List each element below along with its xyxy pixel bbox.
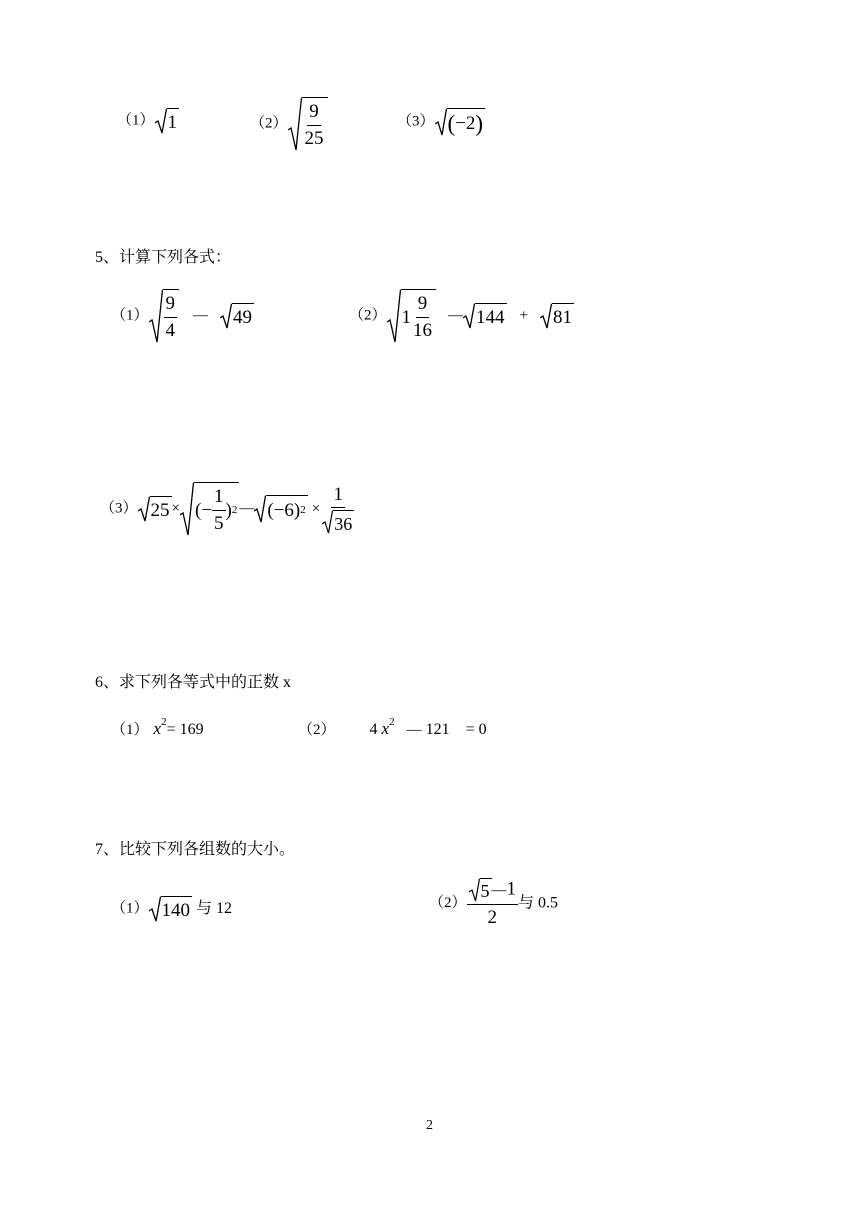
close-paren: ) <box>225 500 232 521</box>
sqrt-expression <box>149 289 180 343</box>
negative-sign: − <box>201 500 213 521</box>
comparison-text: 与 0.5 <box>518 894 559 912</box>
radicand <box>266 495 307 523</box>
q7-item1 <box>111 896 232 922</box>
radical-sign-icon <box>138 496 150 522</box>
constant: 121 <box>425 721 450 738</box>
item-label: （1） <box>117 112 155 129</box>
radicand: 1 <box>167 108 180 134</box>
question-7-heading: 7、比较下列各组数的大小。 <box>95 841 296 858</box>
comparison-text: 与 12 <box>196 900 233 917</box>
fraction <box>467 878 519 929</box>
fraction <box>303 101 326 150</box>
radicand: 5 <box>480 878 492 902</box>
times-sign: × <box>171 500 180 517</box>
minus-sign: — <box>491 882 507 899</box>
item-label: （1） <box>111 307 149 324</box>
radical-sign-icon <box>469 878 480 902</box>
radical-sign-icon <box>254 495 266 523</box>
item-label: （2） <box>429 894 467 911</box>
plus-sign: + <box>519 307 528 324</box>
item-label: （3） <box>397 113 435 130</box>
sqrt-expression <box>387 289 437 343</box>
sqrt-expression <box>288 97 328 151</box>
radical-sign-icon <box>322 510 333 534</box>
fraction-denominator: 4 <box>165 320 176 341</box>
row1-item1 <box>117 108 179 134</box>
exponent: 2 <box>231 504 238 516</box>
minus-sign: — <box>448 307 464 324</box>
item-label: （2） <box>349 307 387 324</box>
radical-sign-icon <box>463 303 475 329</box>
fraction-denominator: 2 <box>487 907 498 928</box>
minus-sign: — <box>193 307 209 324</box>
sqrt-expression <box>435 108 486 136</box>
radicand <box>302 97 328 151</box>
times-sign: × <box>311 500 321 517</box>
minus-sign: — <box>239 500 255 517</box>
open-paren: ( <box>194 500 202 521</box>
radical-sign-icon <box>149 896 161 922</box>
fraction-numerator: 1 <box>212 486 226 511</box>
sqrt-expression <box>155 108 180 134</box>
variable-x: x <box>153 719 162 738</box>
q6-item1 <box>111 717 204 738</box>
radical-sign-icon <box>435 108 447 136</box>
sqrt-expression <box>138 496 172 522</box>
exponent: 2 <box>300 504 306 516</box>
radicand-value: (−6) <box>267 500 301 521</box>
radicand <box>401 289 437 343</box>
row1-item3 <box>397 108 485 136</box>
radical-sign-icon <box>149 289 163 343</box>
question-6-heading: 6、求下列各等式中的正数 x <box>95 674 292 691</box>
fraction-numerator: 9 <box>164 293 178 318</box>
radical-sign-icon <box>220 303 232 329</box>
item-label: （2） <box>250 115 288 132</box>
radicand: ( −2 ) <box>447 108 486 136</box>
fraction-denominator: 16 <box>413 320 433 341</box>
radicand <box>163 289 180 343</box>
sqrt-expression <box>149 896 193 922</box>
variable-x: x <box>381 719 390 738</box>
equals-zero: = 0 <box>465 721 487 738</box>
radical-sign-icon <box>540 303 552 329</box>
item-label: （2） <box>298 722 336 738</box>
page-number: 2 <box>426 1118 433 1133</box>
fraction-denominator <box>320 508 356 534</box>
radicand: 36 <box>333 510 354 534</box>
fraction-denominator: 25 <box>304 128 324 149</box>
coefficient: 4 <box>369 721 378 738</box>
item-label: （1） <box>111 900 149 917</box>
fraction-numerator: 1 <box>331 484 345 509</box>
exponent: 2 <box>161 716 167 728</box>
exponent: 2 <box>389 716 395 728</box>
item-label: （1） <box>111 722 149 738</box>
fraction <box>320 484 356 535</box>
constant: 1 <box>506 878 517 900</box>
row1-item2 <box>250 97 328 151</box>
radicand: 81 <box>552 303 574 329</box>
fraction <box>164 293 178 342</box>
radical-sign-icon <box>288 97 302 151</box>
fraction <box>411 293 434 342</box>
radical-sign-icon <box>180 482 194 536</box>
q5-item3 <box>100 482 356 536</box>
sqrt-expression <box>220 303 254 329</box>
q7-item2 <box>429 878 558 929</box>
sqrt-expression <box>180 482 239 536</box>
fraction <box>212 486 226 535</box>
q5-item1 <box>111 289 254 343</box>
fraction-numerator: 9 <box>416 293 430 318</box>
equation-rhs: = 169 <box>166 721 204 738</box>
question-5-heading: 5、计算下列各式： <box>95 249 232 266</box>
sqrt-expression <box>463 303 507 329</box>
radicand-value: −2 <box>455 113 476 134</box>
sqrt-expression <box>322 510 354 534</box>
radicand <box>194 482 239 536</box>
sqrt-expression <box>469 878 492 902</box>
radicand: 49 <box>232 303 254 329</box>
radicand: 144 <box>475 303 507 329</box>
mixed-whole: 1 <box>401 307 412 328</box>
fraction-denominator: 5 <box>214 513 224 534</box>
sqrt-expression <box>254 495 307 523</box>
fraction-numerator <box>467 878 519 905</box>
q6-item2 <box>298 717 487 738</box>
item-label: （3） <box>100 500 138 517</box>
radical-sign-icon <box>387 289 401 343</box>
radical-sign-icon <box>155 108 167 134</box>
sqrt-expression <box>540 303 574 329</box>
q5-item2 <box>349 289 574 343</box>
minus-sign: — <box>406 722 422 738</box>
fraction-numerator: 9 <box>307 101 321 126</box>
radicand: 140 <box>161 896 193 922</box>
radicand: 25 <box>150 496 172 522</box>
